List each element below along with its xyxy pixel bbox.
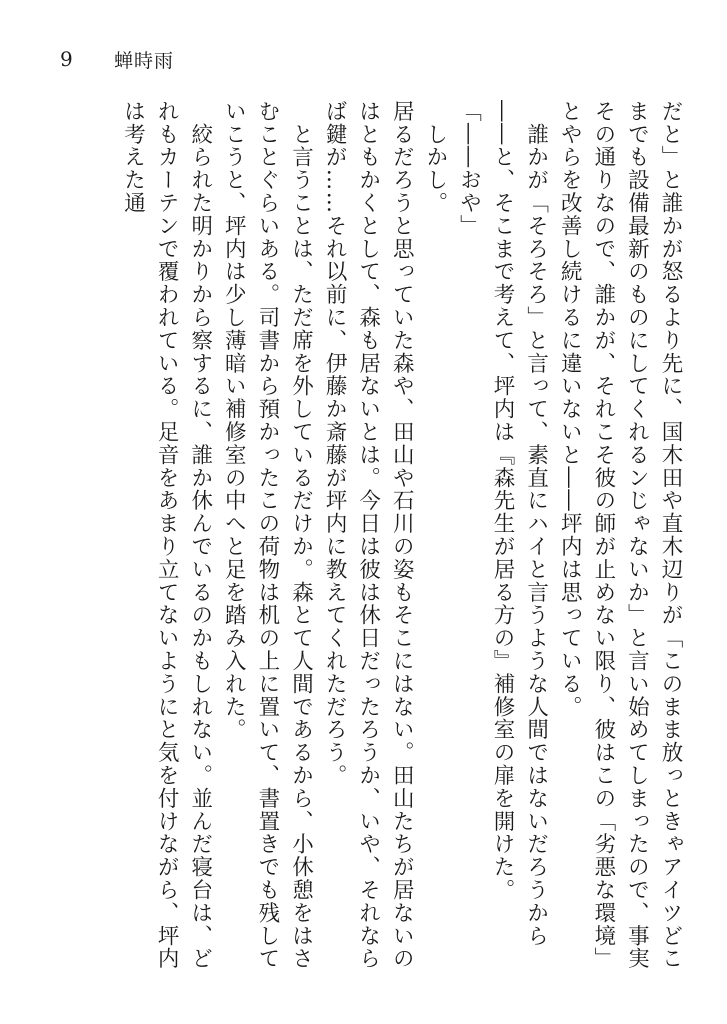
paragraph: 絞られた明かりから察するに、誰か休んでいるのかもしれない。並んだ寝台は、どれもカーテンで覆われている。足音をあまり立てないようにと気を付けながら、坪内は考えた通	[120, 100, 213, 971]
paragraph: しかし。	[422, 100, 448, 215]
chapter-title: 蝉時雨	[114, 49, 175, 72]
paragraph: 居るだろうと思っていた森や、田山や石川の姿もそこにはない。田山たちが居ないのはともかくとして、森も居ないとは。今日は彼は休日だったろうか、いや、それならば鍵が……それ以前に、伊藤か斎藤が坪内に教えてくれただろう。	[322, 100, 415, 971]
paragraph: 誰かが「そろそろ」と言って、素直にハイと言うような人間ではないだろうから――と、そこまで考えて、坪内は『森先生が居る方の』補修室の扉を開けた。	[490, 100, 549, 948]
novel-body-text	[37, 100, 687, 990]
paragraph-dialogue: 「――おや」	[456, 100, 482, 238]
paragraph-continued-rest: で、誰かが、それこそ彼の師が止めない限り、彼はこの「劣悪な環境」とやらを改善し続けるに違いないと――坪内は思っている。	[557, 100, 616, 971]
paragraph-continued-prefix: だと」と誰かが怒るより先に、国木田や直木辺りが「このまま放っときゃアイツどこまでも設備最新のものにしてくれるンじゃないか」と言い始めてしまったので、事実その通りなの	[590, 100, 683, 971]
page-number: 9	[60, 47, 73, 71]
paragraph: と言うことは、ただ席を外しているだけか。森とて人間であるから、小休憩をはさむことぐらいある。司書から預かったこの荷物は机の上に置いて、書置きでも残していこうと、坪内は少し薄暗い補修室の中へと足を踏み入れた。	[221, 100, 314, 971]
paragraph-continued	[553, 100, 687, 990]
page-header	[60, 44, 174, 74]
